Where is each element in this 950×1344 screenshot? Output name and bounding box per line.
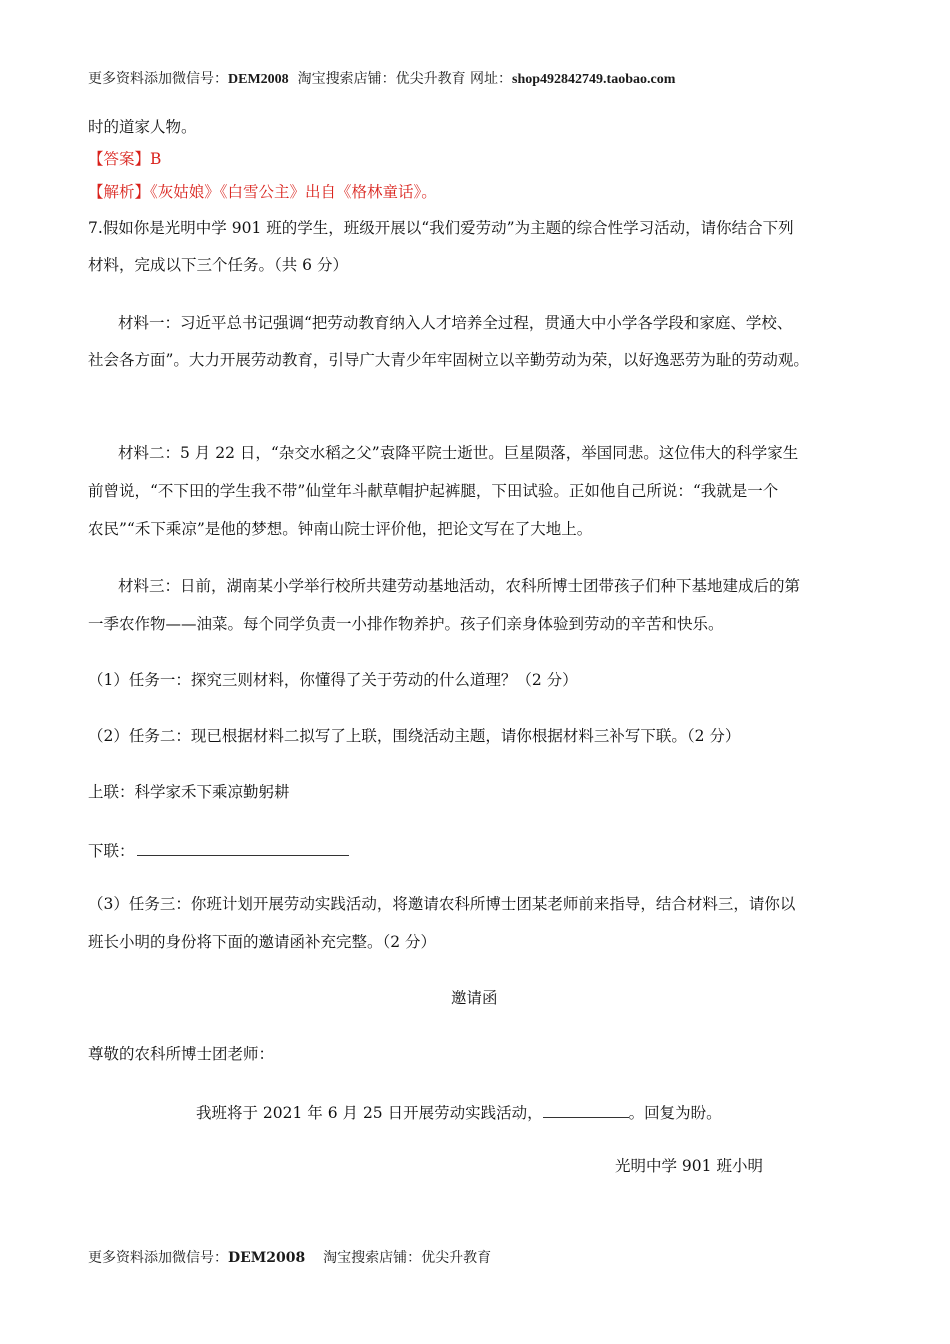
task3-line1: （3）任务三：你班计划开展劳动实践活动，将邀请农科所博士团某老师前来指导，结合材料三，请你以 bbox=[88, 895, 796, 913]
letter-body-after: 。回复为盼。 bbox=[628, 1104, 722, 1122]
lower-couplet bbox=[88, 841, 349, 860]
letter-signature: 光明中学 901 班小明 bbox=[615, 1157, 763, 1175]
header-shop: 淘宝搜索店铺：优尖升教育 网址： bbox=[297, 71, 513, 87]
page-footer bbox=[88, 1247, 491, 1267]
answer-line bbox=[88, 152, 161, 168]
header-prefix: 更多资料添加微信号： bbox=[88, 71, 228, 87]
header-url: shop492842749.taobao.com bbox=[512, 72, 676, 87]
q7-line2: 材料，完成以下三个任务。（共 6 分） bbox=[88, 256, 348, 274]
material2-line2: 前曾说，“不下田的学生我不带”仙堂年斗献草帽护起裤腿，下田试验。正如他自己所说：“我就是一个 bbox=[88, 482, 779, 500]
lower-couplet-label: 下联： bbox=[88, 842, 135, 860]
material3-line1: 材料三：日前，湖南某小学举行校所共建劳动基地活动，农科所博士团带孩子们种下基地建成后的第 bbox=[118, 577, 801, 595]
footer-prefix: 更多资料添加微信号： bbox=[88, 1250, 228, 1266]
letter-body-blank[interactable] bbox=[543, 1103, 629, 1118]
task2: （2）任务二：现已根据材料二拟写了上联，围绕活动主题，请你根据材料三补写下联。（2 分） bbox=[88, 727, 741, 745]
letter-title: 邀请函 bbox=[451, 989, 498, 1007]
q7-line1: 7.假如你是光明中学 901 班的学生，班级开展以“我们爱劳动”为主题的综合性学习活动，请你结合下列 bbox=[88, 219, 794, 237]
task1: （1）任务一：探究三则材料，你懂得了关于劳动的什么道理？（2 分） bbox=[88, 671, 578, 689]
footer-shop: 淘宝搜索店铺：优尖升教育 bbox=[323, 1250, 492, 1266]
letter-body-before: 我班将于 2021 年 6 月 25 日开展劳动实践活动， bbox=[196, 1104, 543, 1122]
answer-value: B bbox=[150, 150, 162, 168]
material1-line1: 材料一：习近平总书记强调“把劳动教育纳入人才培养全过程，贯通大中小学各学段和家庭、学校、 bbox=[118, 314, 793, 332]
upper-couplet: 上联：科学家禾下乘凉勤躬耕 bbox=[88, 783, 290, 801]
analysis-line: 【解析】《灰姑娘》《白雪公主》出自《格林童话》。 bbox=[88, 183, 437, 201]
header-wechat: DEM2008 bbox=[228, 72, 289, 87]
footer-wechat: DEM2008 bbox=[228, 1250, 306, 1266]
material2-line1: 材料二：5 月 22 日，“杂交水稻之父”袁降平院士逝世。巨星陨落，举国同悲。这位伟大的科学家生 bbox=[118, 444, 799, 462]
page-header bbox=[88, 68, 675, 88]
material3-line2: 一季农作物——油菜。每个同学负责一小排作物养护。孩子们亲身体验到劳动的辛苦和快乐。 bbox=[88, 615, 724, 633]
lower-couplet-blank[interactable] bbox=[137, 841, 349, 856]
answer-label: 【答案】 bbox=[88, 150, 151, 168]
prev-line: 时的道家人物。 bbox=[88, 118, 197, 136]
material2-line3: 农民”“禾下乘凉”是他的梦想。钟南山院士评价他，把论文写在了大地上。 bbox=[88, 520, 593, 538]
letter-salutation: 尊敬的农科所博士团老师： bbox=[88, 1045, 275, 1063]
letter-body bbox=[196, 1103, 722, 1122]
material1-line2: 社会各方面”。大力开展劳动教育，引导广大青少年牢固树立以辛勤劳动为荣，以好逸恶劳为耻的劳动观。 bbox=[88, 351, 809, 369]
task3-line2: 班长小明的身份将下面的邀请函补充完整。（2 分） bbox=[88, 933, 437, 951]
